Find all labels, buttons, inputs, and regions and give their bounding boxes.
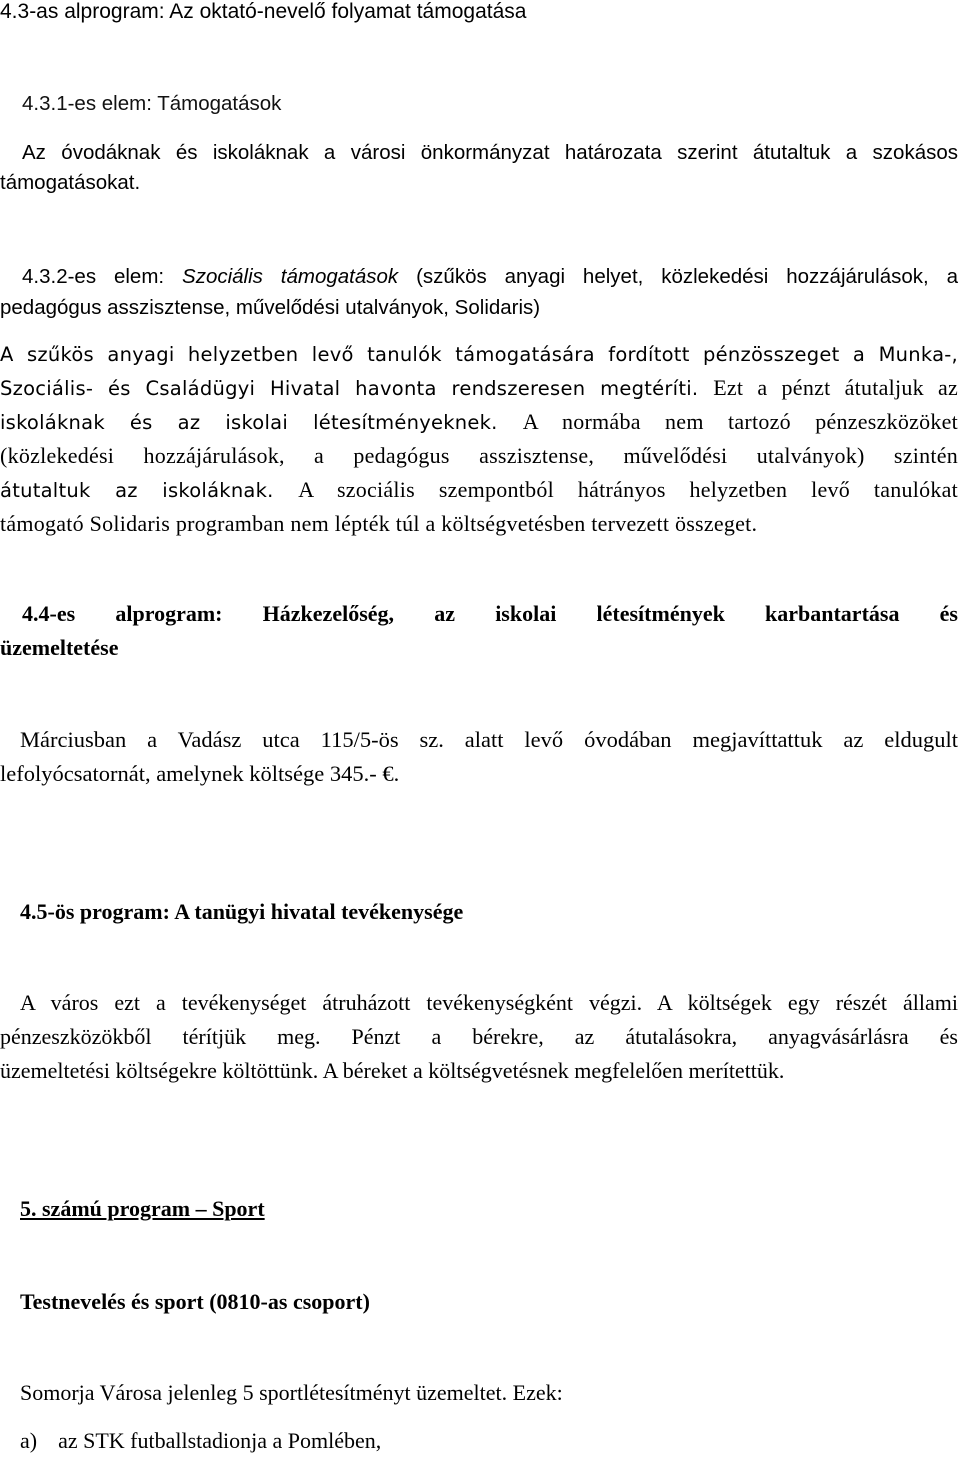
text-run: iskoláknak és az iskolai létesítményeknek. <box>0 411 498 434</box>
text-line: pénzeszközökből térítjük meg. Pénzt a bérekre, az átutalásokra, anyagvásárlásra és <box>0 1024 958 1049</box>
text-line: támogató Solidaris programban nem lépték túl a költségvetésben tervezett összeget. <box>0 511 758 536</box>
heading-line: üzemeltetése <box>0 635 119 660</box>
text-run: Szociális- és Családügyi Hivatal havonta rendszeresen megtéríti. <box>0 377 699 400</box>
text-run: Ezt a pénzt átutaljuk az <box>713 375 958 400</box>
text-run: átutaltuk az iskoláknak. <box>0 479 274 502</box>
section-title: Szociális támogatások <box>182 265 399 288</box>
text-line: A város ezt a tevékenységet átruházott tevékenységként végzi. A költségek egy részét állami <box>20 990 958 1015</box>
heading-line <box>22 260 958 294</box>
text-line: (közlekedési hozzájárulások, a pedagógus asszisztense, művelődési utalványok) szintén <box>0 443 958 468</box>
section-4-4-heading <box>0 597 958 665</box>
list-item <box>20 1424 381 1458</box>
section-5-intro: Somorja Városa jelenleg 5 sportlétesítményt üzemeltet. Ezek: <box>20 1380 563 1405</box>
section-4-3-1-heading: 4.3.1-es elem: Támogatások <box>22 92 282 115</box>
text-line: lefolyócsatornát, amelynek költsége 345.- €. <box>0 761 400 786</box>
section-4-5-text <box>0 986 958 1088</box>
text-line: üzemeltetési költségekre költöttünk. A béreket a költségvetésnek megfelelően merítettük. <box>0 1058 785 1083</box>
text-line <box>0 371 958 405</box>
section-5-heading: 5. számú program – Sport <box>20 1196 265 1221</box>
section-5-subheading: Testnevelés és sport (0810-as csoport) <box>20 1289 370 1314</box>
section-4-4-text <box>0 723 958 791</box>
text-run: A normába nem tartozó pénzeszközöket <box>522 409 958 434</box>
text-line <box>0 405 958 439</box>
section-4-3-heading: 4.3-as alprogram: Az oktató-nevelő folyamat támogatása <box>0 0 527 23</box>
section-4-3-2-heading-cont: pedagógus asszisztense, művelődési utalványok, Solidaris) <box>0 296 541 319</box>
list-text: az STK futballstadionja a Pomlében, <box>58 1428 382 1453</box>
text-line: Márciusban a Vadász utca 115/5-ös sz. alatt levő óvodában megjavíttattuk az eldugult <box>20 727 958 752</box>
section-4-3-2-heading <box>22 260 958 294</box>
section-4-3-1-text <box>22 136 958 170</box>
text-line: A szűkös anyagi helyzetben levő tanulók támogatására fordított pénzösszeget a Munka-, <box>0 343 958 366</box>
section-4-3-1-text-cont: támogatásokat. <box>0 171 141 194</box>
heading-line: 4.4-es alprogram: Házkezelőség, az iskolai létesítmények karbantartása és <box>22 601 958 626</box>
section-scope: (szűkös anyagi helyet, közlekedési hozzájárulások, a <box>416 265 958 288</box>
section-4-5-heading: 4.5-ös program: A tanügyi hivatal tevékenysége <box>20 899 464 924</box>
list-marker: a) <box>20 1428 38 1453</box>
text-line: Az óvodáknak és iskoláknak a városi önkormányzat határozata szerint átutaltuk a szokásos <box>22 141 958 164</box>
text-line <box>0 473 958 507</box>
section-number: 4.3.2-es elem: <box>22 265 165 288</box>
section-4-3-2-paragraph <box>0 338 958 541</box>
text-run: A szociális szempontból hátrányos helyzetben levő tanulókat <box>298 477 958 502</box>
